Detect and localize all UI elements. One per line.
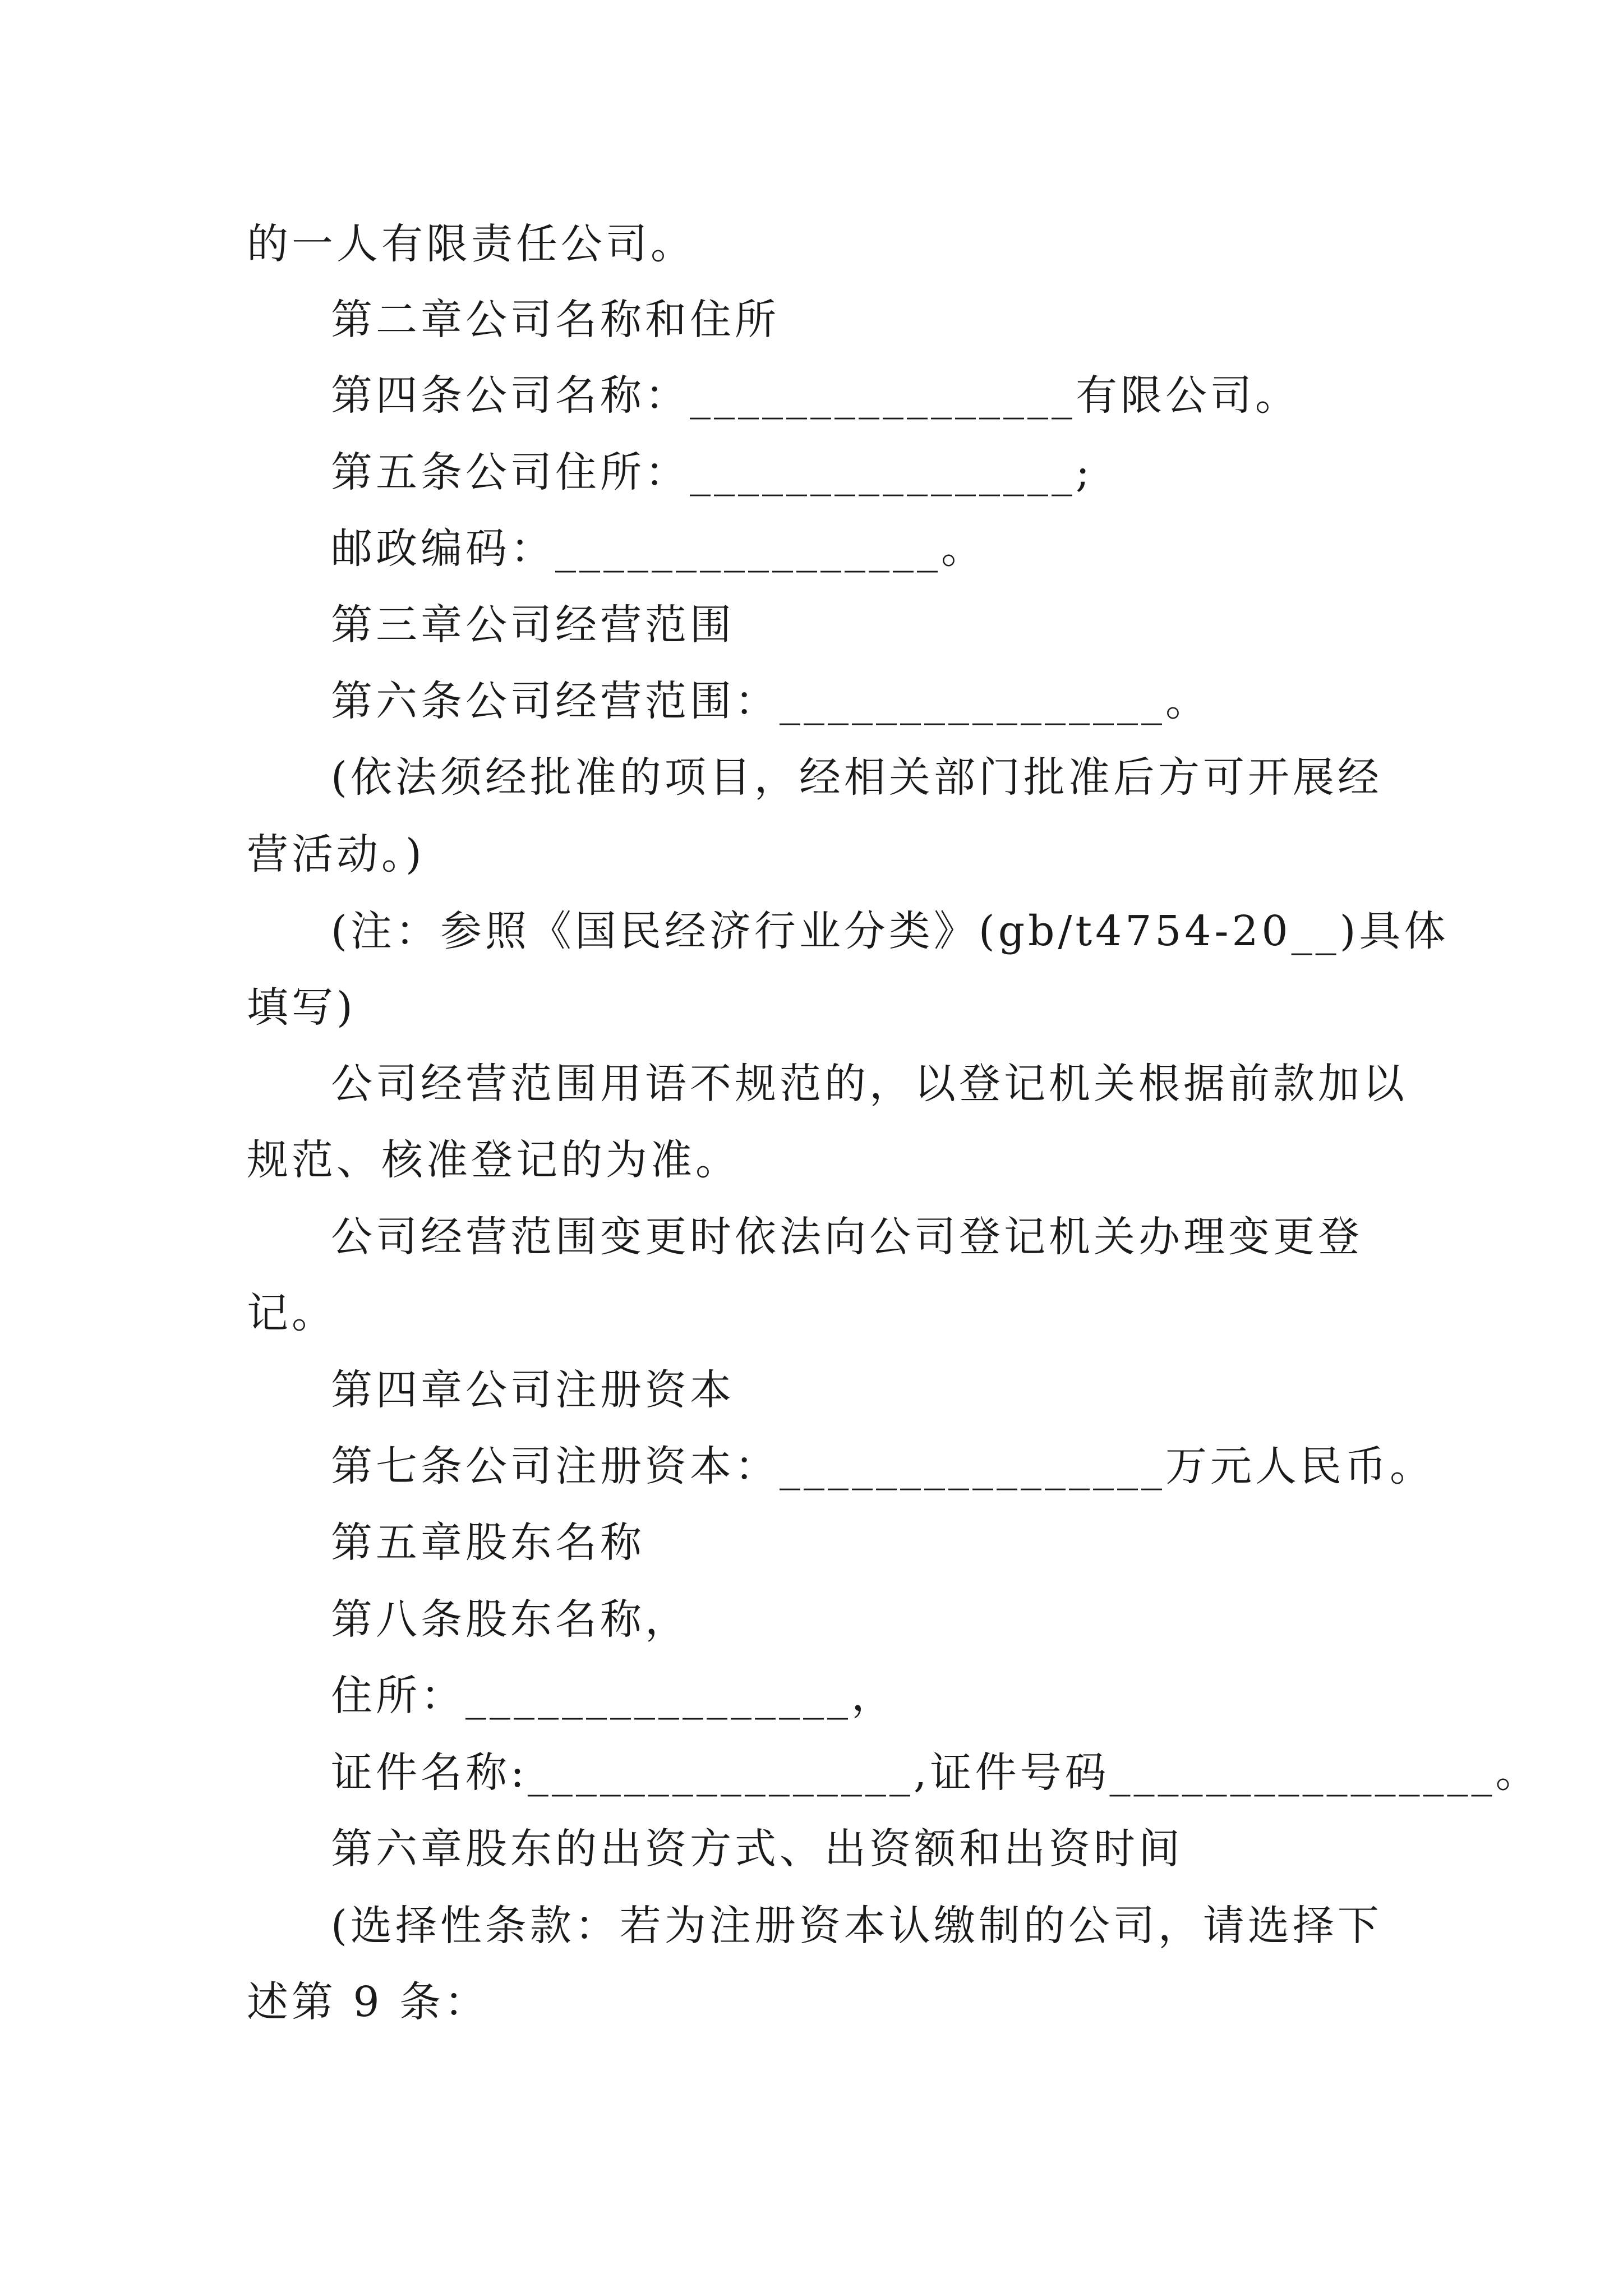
text-line: 填写) (247, 983, 356, 1032)
text-line: 规范、核准登记的为准。 (247, 1136, 740, 1184)
text-line: 第六条公司经营范围：________________。 (331, 677, 1210, 725)
chapter-heading: 第二章公司名称和住所 (331, 296, 780, 344)
chapter-heading: 第三章公司经营范围 (331, 601, 735, 649)
text-line: 邮政编码：________________。 (331, 524, 986, 573)
chapter-heading: 第六章股东的出资方式、出资额和出资时间 (331, 1825, 1183, 1873)
text-line: 第八条股东名称， (331, 1595, 690, 1644)
text-line: 记。 (247, 1289, 336, 1337)
text-line: 第七条公司注册资本：________________万元人民币。 (331, 1442, 1435, 1490)
chapter-heading: 第五章股东名称 (331, 1519, 645, 1567)
chapter-heading: 第四章公司注册资本 (331, 1366, 735, 1414)
text-line: (选择性条款：若为注册资本认缴制的公司，请选择下 (331, 1902, 1382, 1950)
text-line: 第四条公司名称：________________有限公司。 (331, 371, 1300, 420)
text-line: (注：参照《国民经济行业分类》(gb/t4754-20__)具体 (331, 907, 1449, 955)
text-line: 证件名称:________________,证件号码________________。 (331, 1749, 1541, 1797)
text-line: 的一人有限责任公司。 (247, 220, 695, 268)
text-line: (依法须经批准的项目，经相关部门批准后方可开展经 (331, 753, 1382, 802)
text-line: 述第 9 条： (247, 1978, 490, 2026)
text-line: 营活动。) (247, 830, 425, 878)
text-line: 公司经营范围用语不规范的，以登记机关根据前款加以 (331, 1060, 1408, 1108)
text-line: 第五条公司住所：________________; (331, 448, 1093, 496)
text-line: 住所：________________， (331, 1672, 896, 1720)
text-line: 公司经营范围变更时依法向公司登记机关办理变更登 (331, 1213, 1363, 1261)
